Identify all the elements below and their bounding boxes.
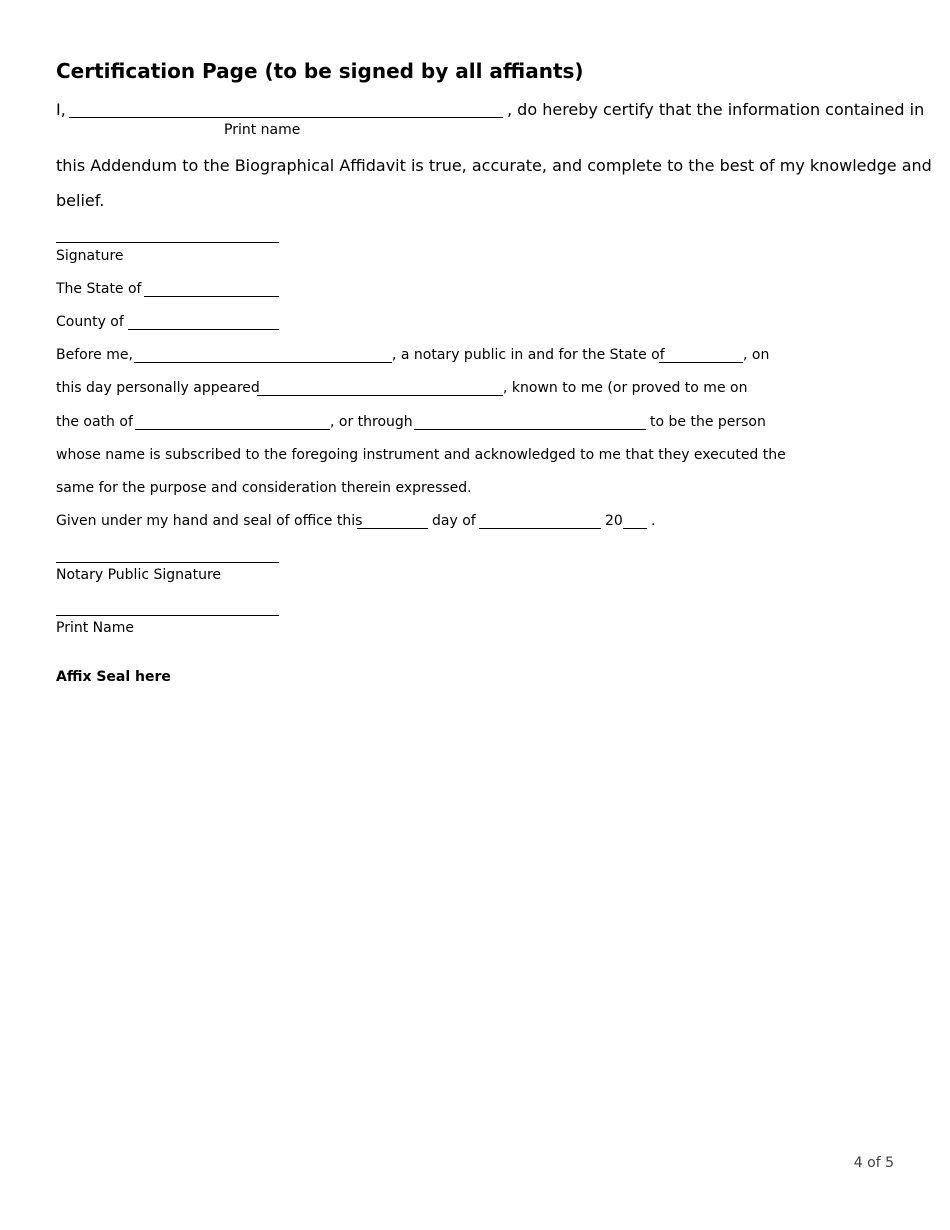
year-field[interactable] [623,528,647,529]
county-label: County of [56,314,124,330]
print-name-caption: Print name [224,122,301,138]
before-me-mid: , a notary public in and for the State of [392,347,665,363]
oath-name-field[interactable] [135,429,330,430]
given-prefix: Given under my hand and seal of office this [56,513,363,529]
page-title: Certification Page (to be signed by all affiants) [56,59,584,83]
day-field[interactable] [357,528,428,529]
cert-line-3: belief. [56,191,105,210]
before-me-prefix: Before me, [56,347,133,363]
month-field[interactable] [479,528,601,529]
state-field[interactable] [144,296,279,297]
notary-print-name-field[interactable] [56,615,279,616]
affix-seal-label: Affix Seal here [56,669,171,685]
notary-state-field[interactable] [659,362,743,363]
signature-field[interactable] [56,242,279,243]
appeared-name-field[interactable] [257,395,503,396]
given-end: . [651,513,656,529]
state-label: The State of [56,281,142,297]
cert-line-2: this Addendum to the Biographical Affidavit is true, accurate, and complete to the best of my knowledge and [56,156,932,175]
identification-field[interactable] [414,429,646,430]
page-number: 4 of 5 [853,1155,894,1171]
notary-name-field[interactable] [134,362,392,363]
before-me-suffix: , on [743,347,770,363]
given-year: 20 [605,513,623,529]
same-line: same for the purpose and consideration therein expressed. [56,480,472,496]
affiant-name-field[interactable] [69,117,503,118]
county-field[interactable] [128,329,279,330]
signature-label: Signature [56,248,124,264]
oath-prefix: the oath of [56,414,133,430]
oath-suffix: to be the person [650,414,766,430]
notary-signature-label: Notary Public Signature [56,567,222,583]
notary-signature-field[interactable] [56,562,279,563]
appeared-suffix: , known to me (or proved to me on [503,380,748,396]
oath-mid: , or through [330,414,413,430]
cert-prefix: I, [56,100,66,119]
print-name-label: Print Name [56,620,134,636]
given-mid: day of [432,513,476,529]
appeared-prefix: this day personally appeared [56,380,260,396]
cert-suffix: , do hereby certify that the information contained in [507,100,925,119]
whose-line: whose name is subscribed to the foregoing instrument and acknowledged to me that they executed the [56,447,786,463]
